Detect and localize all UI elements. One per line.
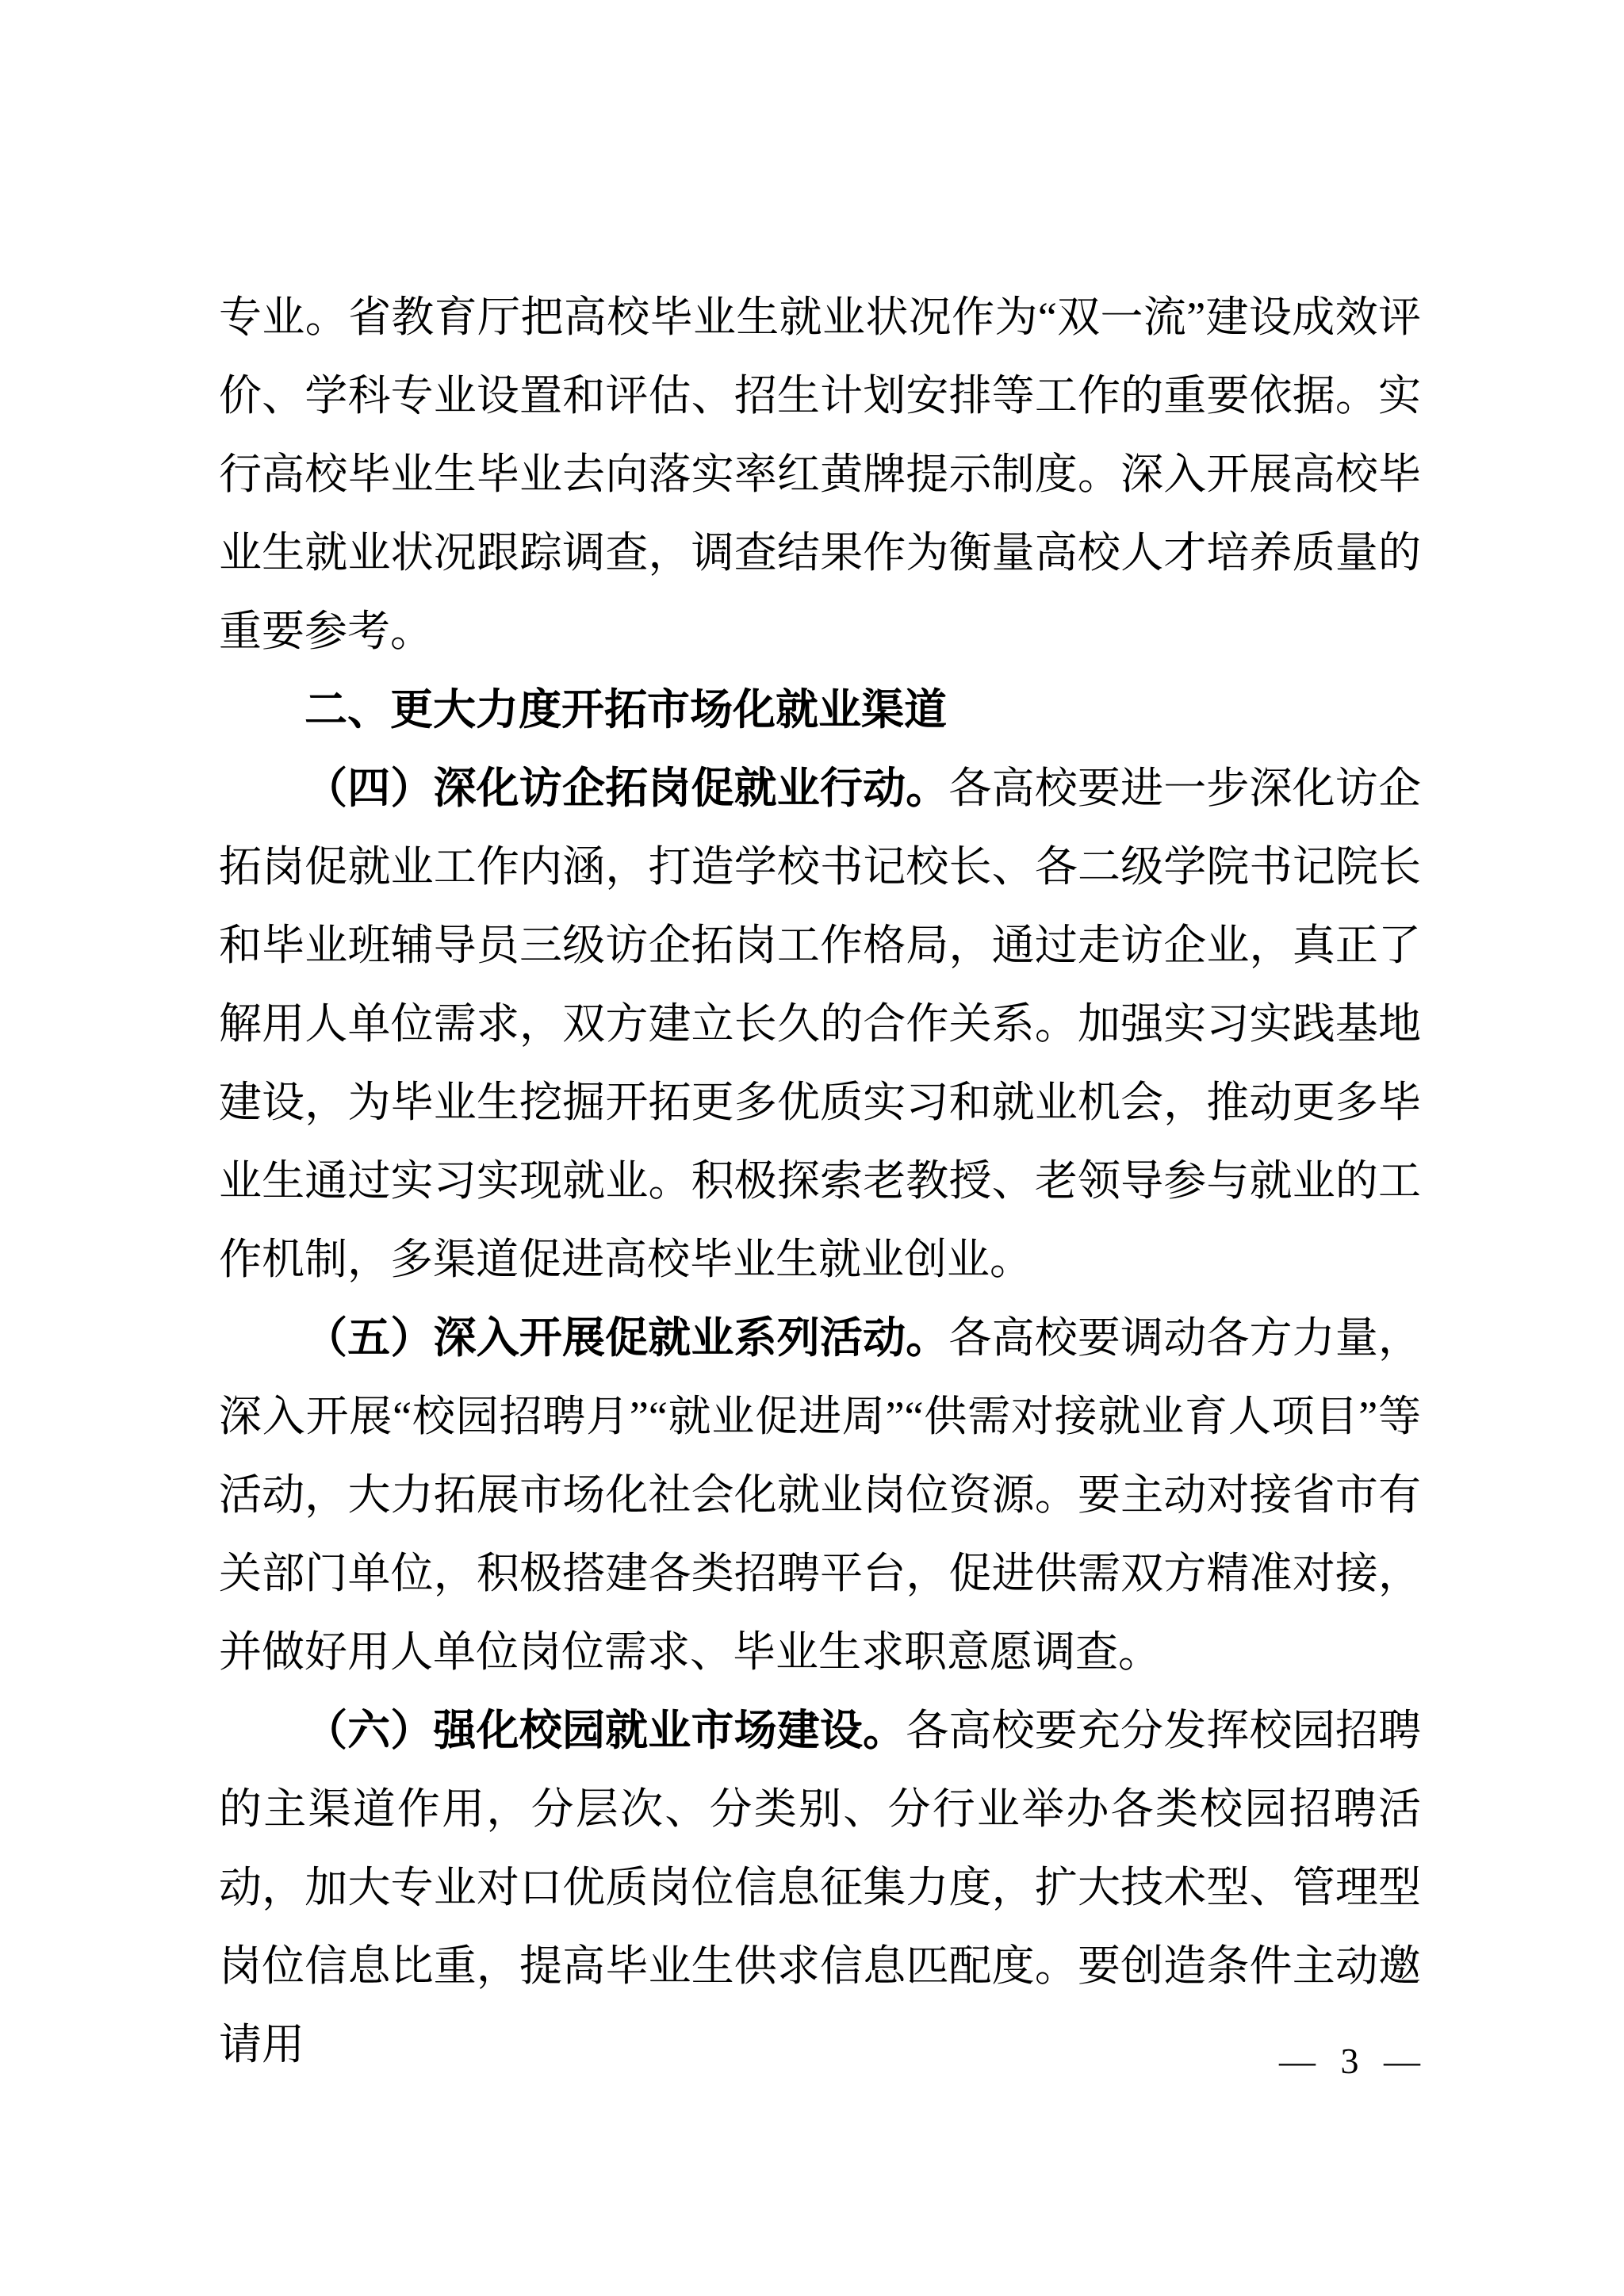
paragraph-item-6-lead: （六）强化校园就业市场建设。 [304, 1707, 906, 1754]
paragraph-item-6-text: 各高校要充分发挥校园招聘的主渠道作用，分层次、分类别、分行业举办各类校园招聘活动，加大专业对口优质岗位信息征集力度，扩大技术型、管理型岗位信息比重，提高毕业生供求信息匹配度。要创造条件主动邀请用 [219, 1707, 1422, 2068]
paragraph-item-4-lead: （四）深化访企拓岗促就业行动。 [304, 765, 949, 812]
paragraph-continuation: 专业。省教育厅把高校毕业生就业状况作为“双一流”建设成效评价、学科专业设置和评估、招生计划安排等工作的重要依据。实行高校毕业生毕业去向落实率红黄牌提示制度。深入开展高校毕业生就业状况跟踪调查，调查结果作为衡量高校人才培养质量的重要参考。 [219, 293, 1421, 655]
paragraph-item-5 [219, 1299, 1421, 1692]
paragraph-item-5-text: 各高校要调动各方力量，深入开展“校园招聘月”“就业促进周”“供需对接就业育人项目”等活动，大力拓展市场化社会化就业岗位资源。要主动对接省市有关部门单位，积极搭建各类招聘平台，促进供需双方精准对接，并做好用人单位岗位需求、毕业生求职意愿调查。 [219, 1314, 1422, 1676]
section-heading-2: 二、更大力度开拓市场化就业渠道 [304, 686, 947, 734]
paragraph-item-4-text: 各高校要进一步深化访企拓岗促就业工作内涵，打造学校书记校长、各二级学院书记院长和毕业班辅导员三级访企拓岗工作格局，通过走访企业，真正了解用人单位需求，双方建立长久的合作关系。加强实习实践基地建设，为毕业生挖掘开拓更多优质实习和就业机会，推动更多毕业生通过实习实现就业。积极探索老教授、老领导参与就业的工作机制，多渠道促进高校毕业生就业创业。 [219, 765, 1422, 1283]
paragraph-item-5-lead: （五）深入开展促就业系列活动。 [304, 1314, 949, 1362]
document-body [219, 278, 1421, 2084]
paragraph-item-4 [219, 749, 1421, 1299]
paragraph-item-6 [219, 1692, 1421, 2084]
page-number: — 3 — [1279, 2041, 1428, 2081]
